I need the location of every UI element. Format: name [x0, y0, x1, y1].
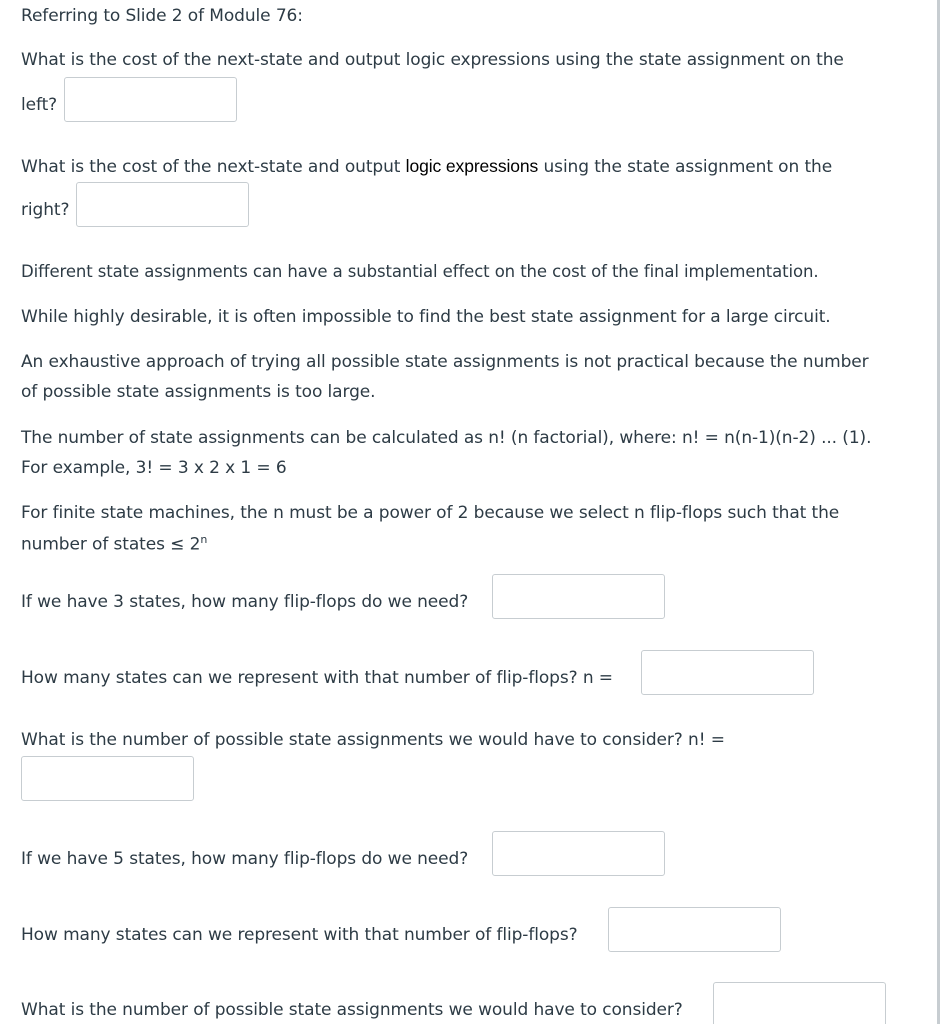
question-2-text-part-c: using the state assignment on the [538, 157, 833, 177]
question-5-answer-input[interactable] [21, 756, 194, 801]
question-2-text-line-1 [21, 156, 832, 177]
info-paragraph-1: Different state assignments can have a substantial effect on the cost of the final implementation. [21, 262, 819, 281]
info-paragraph-5-line-1: For finite state machines, the n must be a power of 2 because we select n flip-flops such that the [21, 503, 840, 523]
info-paragraph-4-line-1: The number of state assignments can be calculated as n! (n factorial), where: n! = n(n-1)(n-2) ... (1). [21, 428, 872, 448]
question-6-label: If we have 5 states, how many flip-flops do we need? [21, 849, 469, 869]
question-4-label: How many states can we represent with that number of flip-flops? n = [21, 668, 613, 688]
info-paragraph-2: While highly desirable, it is often impossible to find the best state assignment for a large circuit. [21, 307, 831, 327]
info-paragraph-3-line-1: An exhaustive approach of trying all possible state assignments is not practical because the number [21, 352, 869, 372]
question-7-label: How many states can we represent with that number of flip-flops? [21, 925, 578, 945]
question-2-text-part-a: What is the cost of the next-state and output [21, 157, 406, 177]
info-paragraph-4-line-2: For example, 3! = 3 x 2 x 1 = 6 [21, 458, 287, 478]
question-2-text-line-2: right? [21, 200, 70, 220]
info-paragraph-3-line-2: of possible state assignments is too large. [21, 382, 376, 402]
question-1-answer-input[interactable] [64, 77, 237, 122]
question-8-label: What is the number of possible state assignments we would have to consider? [21, 1000, 683, 1020]
power-exponent: n [200, 533, 208, 546]
question-2-answer-input[interactable] [76, 182, 249, 227]
question-7-answer-input[interactable] [608, 907, 781, 952]
question-1-text-line-1: What is the cost of the next-state and output logic expressions using the state assignment on the [21, 50, 844, 70]
question-3-label: If we have 3 states, how many flip-flops do we need? [21, 592, 469, 612]
question-8-answer-input[interactable] [713, 982, 886, 1024]
question-4-answer-input[interactable] [641, 650, 814, 695]
question-5-label: What is the number of possible state assignments we would have to consider? n! = [21, 730, 725, 750]
info-paragraph-5-line-2 [21, 533, 207, 555]
question-3-answer-input[interactable] [492, 574, 665, 619]
info-paragraph-5-text: number of states ≤ 2 [21, 534, 201, 555]
question-6-answer-input[interactable] [492, 831, 665, 876]
question-2-text-part-b: logic expressions [405, 156, 539, 176]
module-reference-heading: Referring to Slide 2 of Module 76: [21, 6, 303, 26]
question-1-text-line-2: left? [21, 95, 58, 115]
